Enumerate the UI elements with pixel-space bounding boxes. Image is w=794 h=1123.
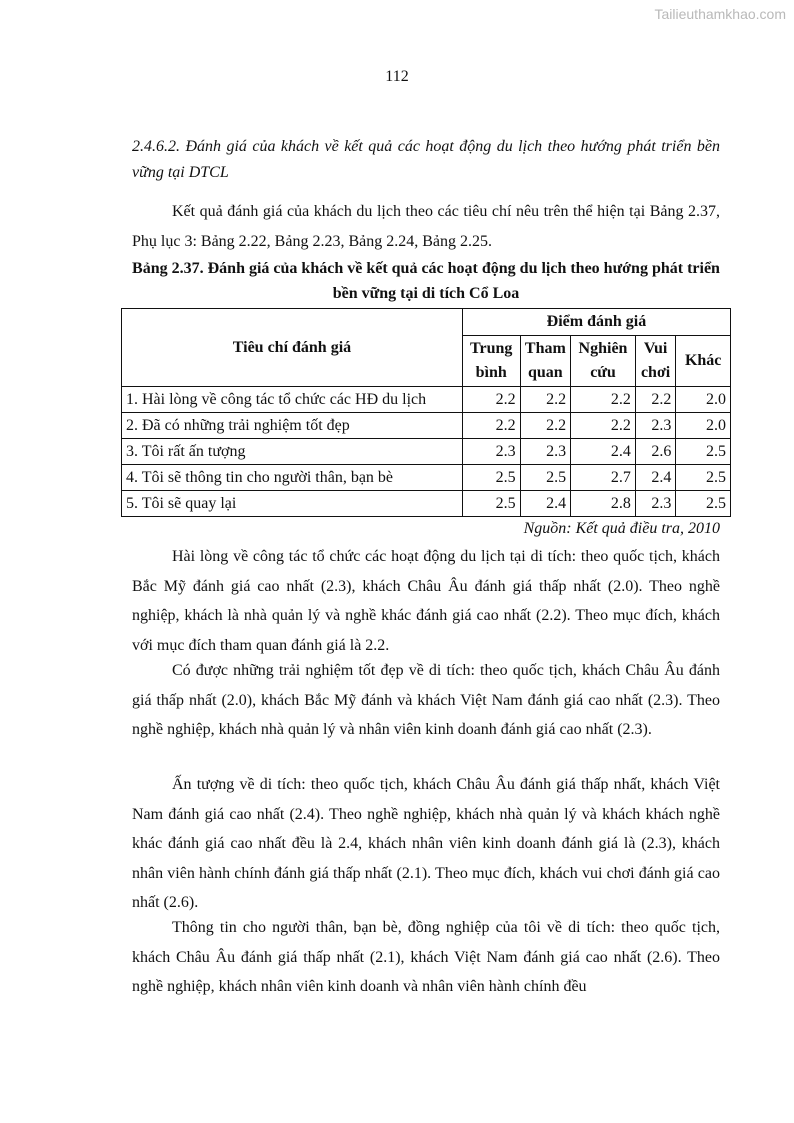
criterion-cell: 1. Hài lòng về công tác tổ chức các HĐ du lịch [122, 387, 463, 413]
value-cell: 2.4 [635, 465, 675, 491]
value-cell: 2.2 [520, 413, 571, 439]
value-cell: 2.4 [520, 491, 571, 517]
value-cell: 2.8 [571, 491, 636, 517]
value-cell: 2.2 [571, 387, 636, 413]
criterion-cell: 4. Tôi sẽ thông tin cho người thân, bạn bè [122, 465, 463, 491]
column-header: Vui chơi [635, 336, 675, 387]
table-source-note: Nguồn: Kết quả điều tra, 2010 [523, 520, 720, 537]
body-paragraph: Ấn tượng về di tích: theo quốc tịch, khách Châu Âu đánh giá thấp nhất, khách Việt Nam đánh giá cao nhất (2.4). Theo nghề nghiệp, khách nhà quản lý và khách khách nghề khác đánh giá cao nhất đều là 2.4, khách nhân viên kinh doanh đánh giá là (2.3), khách nhân viên hành chính đánh giá thấp nhất (2.1). Theo mục đích, khách vui chơi đánh giá cao nhất (2.6). [132, 776, 720, 911]
value-cell: 2.7 [571, 465, 636, 491]
value-cell: 2.4 [571, 439, 636, 465]
table-caption: Bảng 2.37. Đánh giá của khách về kết quả các hoạt động du lịch theo hướng phát triển bền vững tại di tích Cổ Loa [132, 260, 720, 302]
value-cell: 2.2 [520, 387, 571, 413]
criteria-header: Tiêu chí đánh giá [122, 309, 463, 387]
value-cell: 2.6 [635, 439, 675, 465]
value-cell: 2.0 [676, 413, 731, 439]
table-row [122, 465, 731, 491]
criterion-cell: 5. Tôi sẽ quay lại [122, 491, 463, 517]
value-cell: 2.2 [635, 387, 675, 413]
value-cell: 2.3 [635, 491, 675, 517]
evaluation-table [121, 308, 731, 517]
value-cell: 2.2 [571, 413, 636, 439]
criterion-cell: 3. Tôi rất ấn tượng [122, 439, 463, 465]
value-cell: 2.2 [462, 413, 520, 439]
score-header: Điểm đánh giá [462, 309, 730, 336]
page-number: 112 [385, 68, 409, 85]
value-cell: 2.5 [520, 465, 571, 491]
value-cell: 2.3 [462, 439, 520, 465]
value-cell: 2.5 [676, 465, 731, 491]
value-cell: 2.5 [676, 491, 731, 517]
column-header: Nghiên cứu [571, 336, 636, 387]
intro-paragraph: Kết quả đánh giá của khách du lịch theo các tiêu chí nêu trên thể hiện tại Bảng 2.37, Phụ lục 3: Bảng 2.22, Bảng 2.23, Bảng 2.24, Bảng 2.25. [132, 203, 720, 250]
value-cell: 2.5 [676, 439, 731, 465]
value-cell: 2.0 [676, 387, 731, 413]
criterion-cell: 2. Đã có những trải nghiệm tốt đẹp [122, 413, 463, 439]
table-row [122, 491, 731, 517]
body-paragraph: Có được những trải nghiệm tốt đẹp về di tích: theo quốc tịch, khách Châu Âu đánh giá thấp nhất (2.0), khách Bắc Mỹ đánh và khách Việt Nam đánh giá cao nhất (2.3). Theo nghề nghiệp, khách nhà quản lý và nhân viên kinh doanh đánh giá cao nhất (2.3). [132, 662, 720, 738]
body-paragraph: Hài lòng về công tác tổ chức các hoạt động du lịch tại di tích: theo quốc tịch, khách Bắc Mỹ đánh giá cao nhất (2.3), khách Châu Âu đánh giá thấp nhất (2.0). Theo nghề nghiệp, khách là nhà quản lý và nghề khác đánh giá cao nhất (2.2). Theo mục đích, khách với mục đích tham quan đánh giá là 2.2. [132, 548, 720, 654]
value-cell: 2.3 [635, 413, 675, 439]
column-header: Trung bình [462, 336, 520, 387]
table-row [122, 439, 731, 465]
table-row [122, 413, 731, 439]
column-header: Tham quan [520, 336, 571, 387]
value-cell: 2.2 [462, 387, 520, 413]
column-header: Khác [676, 336, 731, 387]
body-paragraph: Thông tin cho người thân, bạn bè, đồng nghiệp của tôi về di tích: theo quốc tịch, khách Châu Âu đánh giá thấp nhất (2.1), khách Việt Nam đánh giá cao nhất (2.6). Theo nghề nghiệp, khách nhân viên kinh doanh và nhân viên hành chính đều [132, 919, 720, 995]
value-cell: 2.3 [520, 439, 571, 465]
section-heading: 2.4.6.2. Đánh giá của khách về kết quả các hoạt động du lịch theo hướng phát triển bền vững tại DTCL [132, 138, 720, 181]
table-row [122, 387, 731, 413]
value-cell: 2.5 [462, 465, 520, 491]
table-header-row [122, 309, 731, 336]
value-cell: 2.5 [462, 491, 520, 517]
watermark: Tailieuthamkhao.com [654, 6, 786, 22]
